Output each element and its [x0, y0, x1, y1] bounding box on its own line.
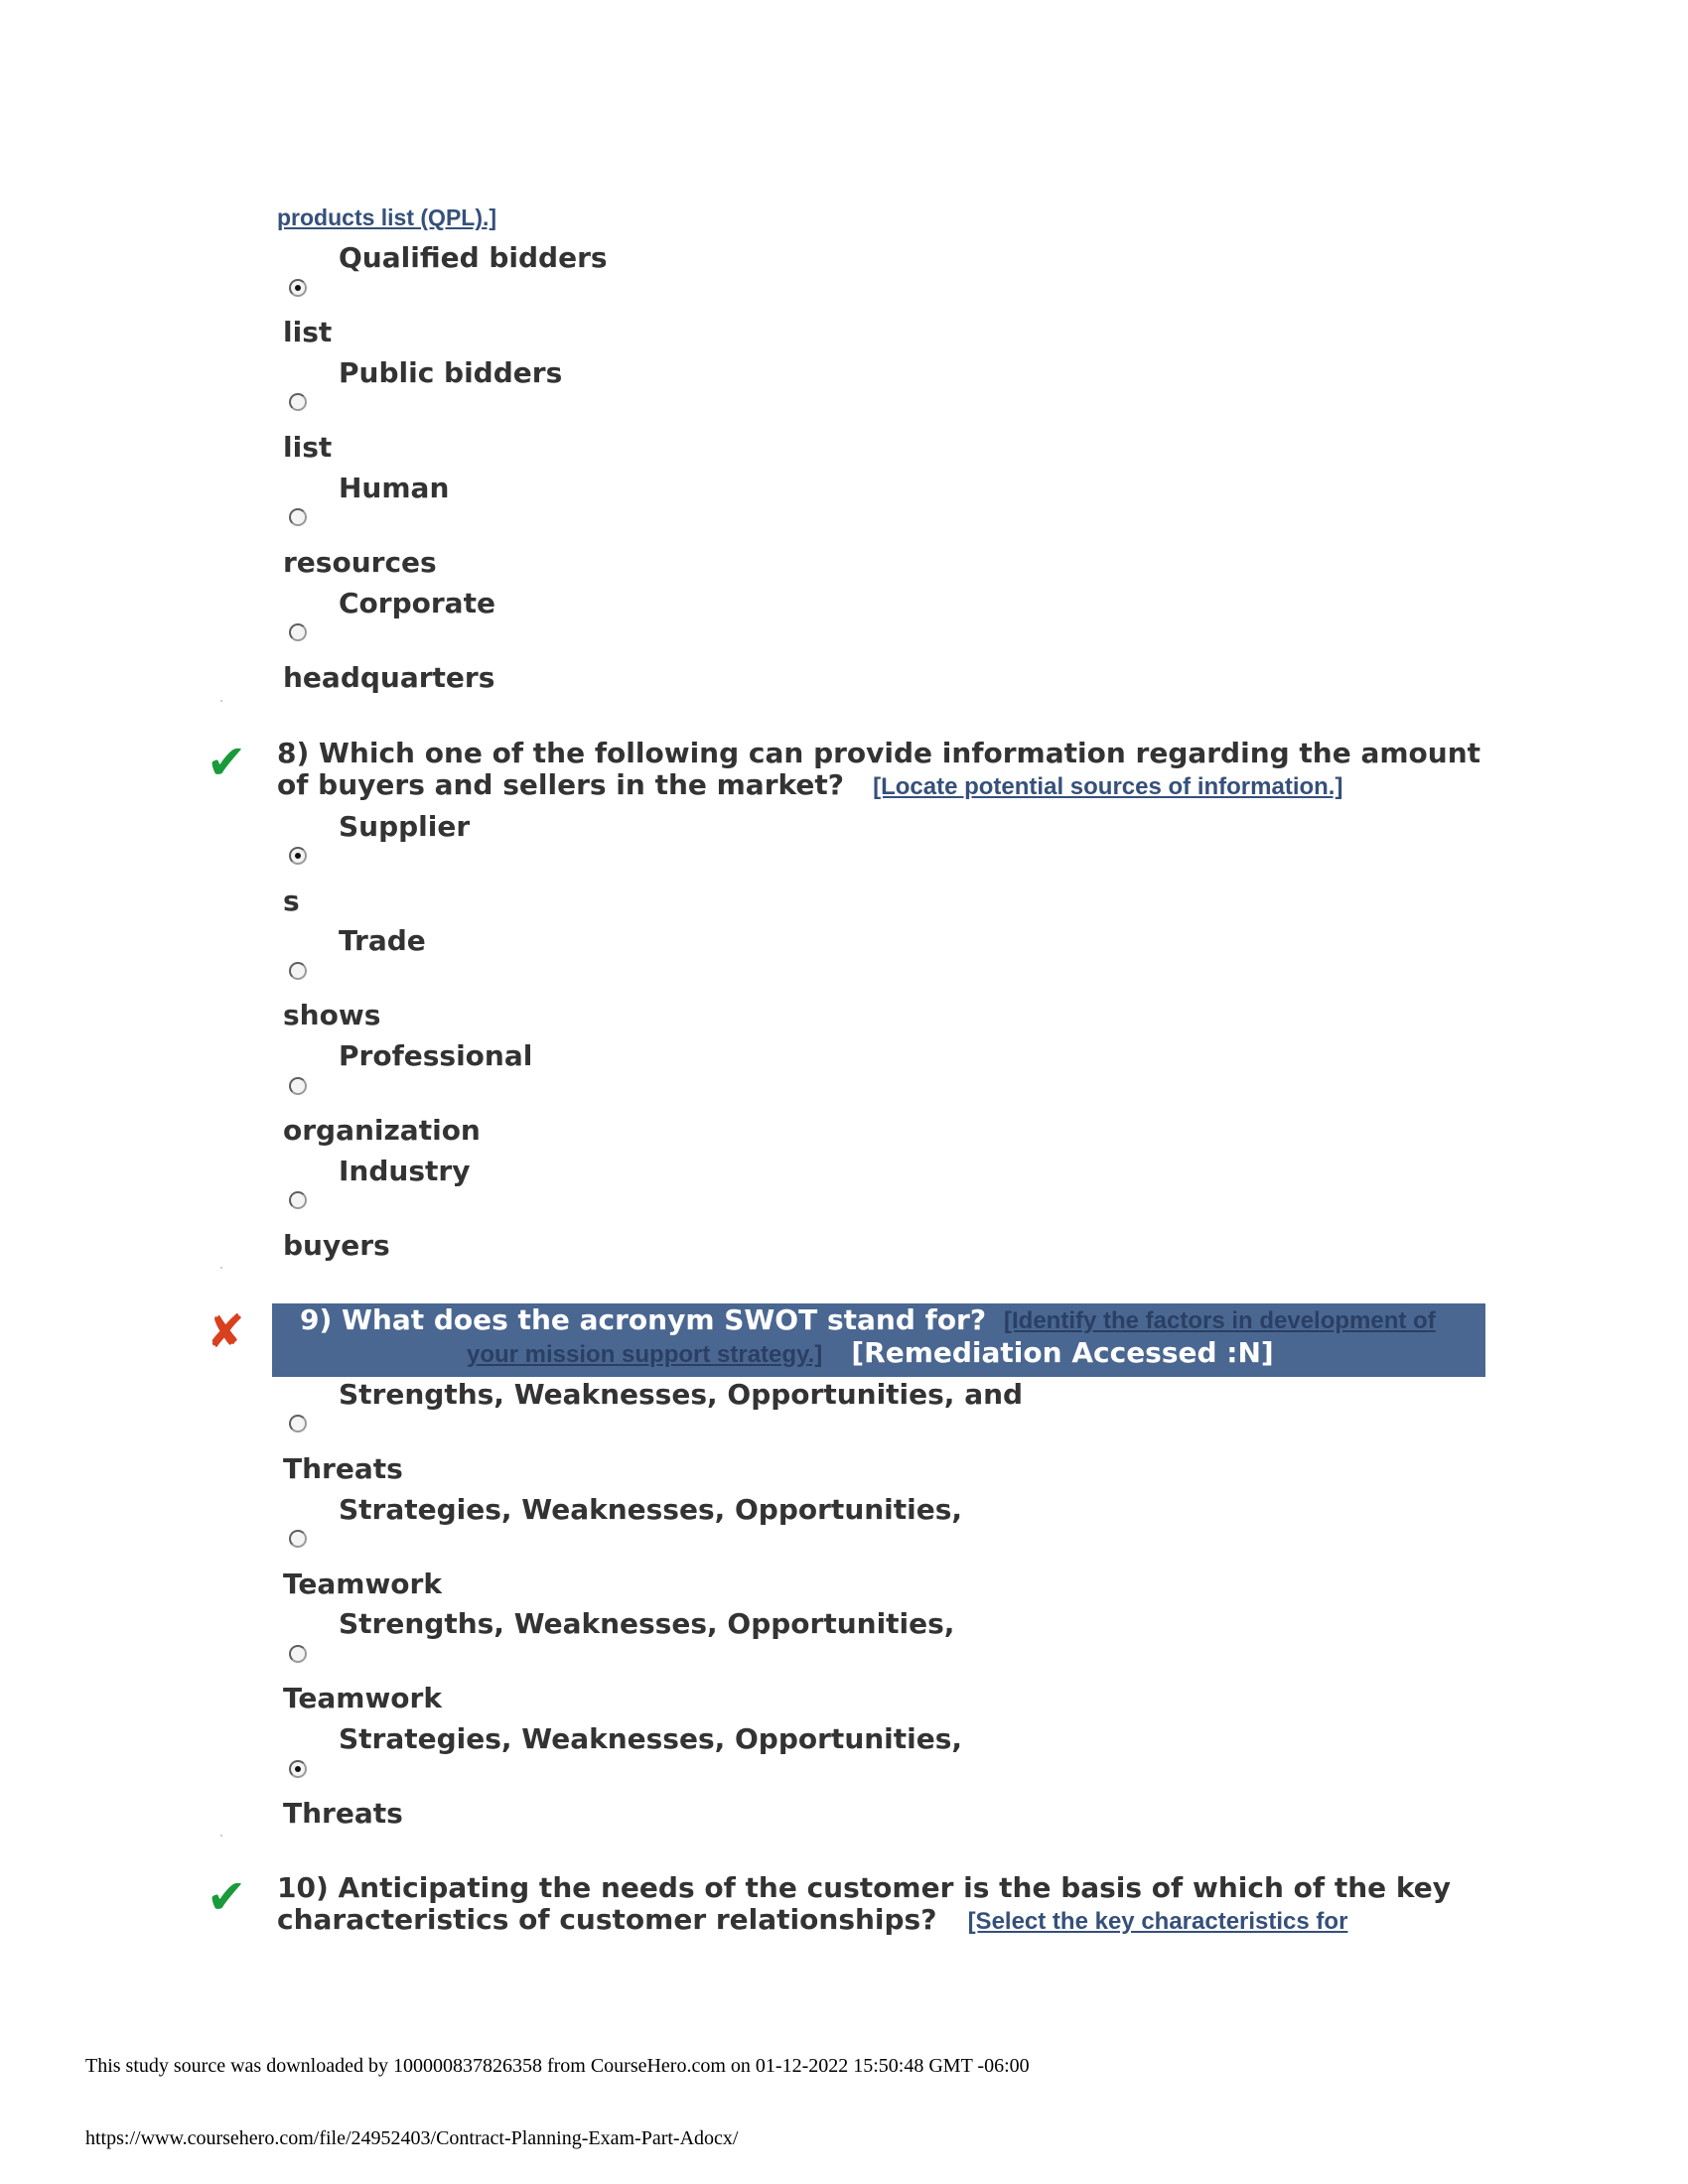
option-label: Strengths, Weaknesses, Opportunities, [339, 1607, 955, 1640]
option-radio[interactable] [289, 1530, 307, 1548]
option-label: Corporate [339, 587, 495, 619]
option-label: Threats [283, 1797, 403, 1830]
option-label: Trade [339, 924, 426, 957]
remediation-link[interactable]: [Identify the factors in development of [1004, 1307, 1436, 1334]
divider-mark [220, 1835, 222, 1837]
checkmark-icon: ✔ [207, 1869, 247, 1925]
option-label: organization [283, 1114, 481, 1147]
option-label: Industry [339, 1155, 471, 1187]
divider-mark [220, 1267, 222, 1269]
option-radio[interactable] [289, 508, 307, 526]
option-radio[interactable] [289, 1077, 307, 1095]
option-radio[interactable] [289, 623, 307, 641]
question-text: 9) What does the acronym SWOT stand for? [300, 1303, 987, 1336]
question-text: characteristics of customer relationships? [277, 1903, 937, 1936]
option-label: Human [339, 472, 450, 504]
option-label: s [283, 885, 300, 917]
option-label: Strategies, Weaknesses, Opportunities, [339, 1722, 963, 1755]
option-label: resources [283, 546, 437, 579]
option-label: Professional [339, 1039, 533, 1072]
option-label: list [283, 316, 333, 348]
remediation-link[interactable]: products list (QPL).] [277, 205, 497, 230]
download-note: This study source was downloaded by 100000837826358 from CourseHero.com on 01-12-2022 15:50:48 GMT -06:00 [85, 2055, 1030, 2077]
checkmark-icon: ✔ [207, 735, 247, 790]
option-label: shows [283, 999, 381, 1031]
option-label: Teamwork [283, 1682, 442, 1714]
source-url[interactable]: https://www.coursehero.com/file/24952403/Contract-Planning-Exam-Part-Adocx/ [85, 2127, 739, 2149]
option-label: list [283, 431, 333, 464]
cross-icon: ✘ [207, 1304, 245, 1358]
option-radio[interactable] [289, 1415, 307, 1433]
divider-mark [220, 700, 222, 702]
option-label: Qualified bidders [339, 241, 608, 274]
option-label: Public bidders [339, 356, 563, 389]
option-radio[interactable] [289, 1191, 307, 1209]
option-label: Threats [283, 1452, 403, 1485]
option-label: buyers [283, 1229, 390, 1262]
remediation-link[interactable]: [Select the key characteristics for [967, 1908, 1348, 1935]
option-radio[interactable] [289, 962, 307, 980]
question-text: 8) Which one of the following can provide information regarding the amount [277, 737, 1481, 769]
remediation-link[interactable]: your mission support strategy.] [467, 1341, 823, 1368]
question-text: of buyers and sellers in the market? [277, 768, 844, 801]
option-radio[interactable] [289, 279, 307, 297]
option-radio[interactable] [289, 393, 307, 411]
option-label: Strategies, Weaknesses, Opportunities, [339, 1493, 963, 1526]
option-label: Strengths, Weaknesses, Opportunities, and [339, 1378, 1024, 1411]
option-radio[interactable] [289, 847, 307, 865]
question-text: 10) Anticipating the needs of the customer is the basis of which of the key [277, 1871, 1451, 1904]
option-label: Supplier [339, 810, 471, 843]
option-radio[interactable] [289, 1760, 307, 1778]
remediation-link[interactable]: [Locate potential sources of information.] [873, 773, 1343, 800]
option-radio[interactable] [289, 1645, 307, 1663]
option-label: headquarters [283, 661, 495, 694]
option-label: Teamwork [283, 1568, 442, 1600]
remediation-status: [Remediation Accessed :N] [851, 1336, 1274, 1369]
